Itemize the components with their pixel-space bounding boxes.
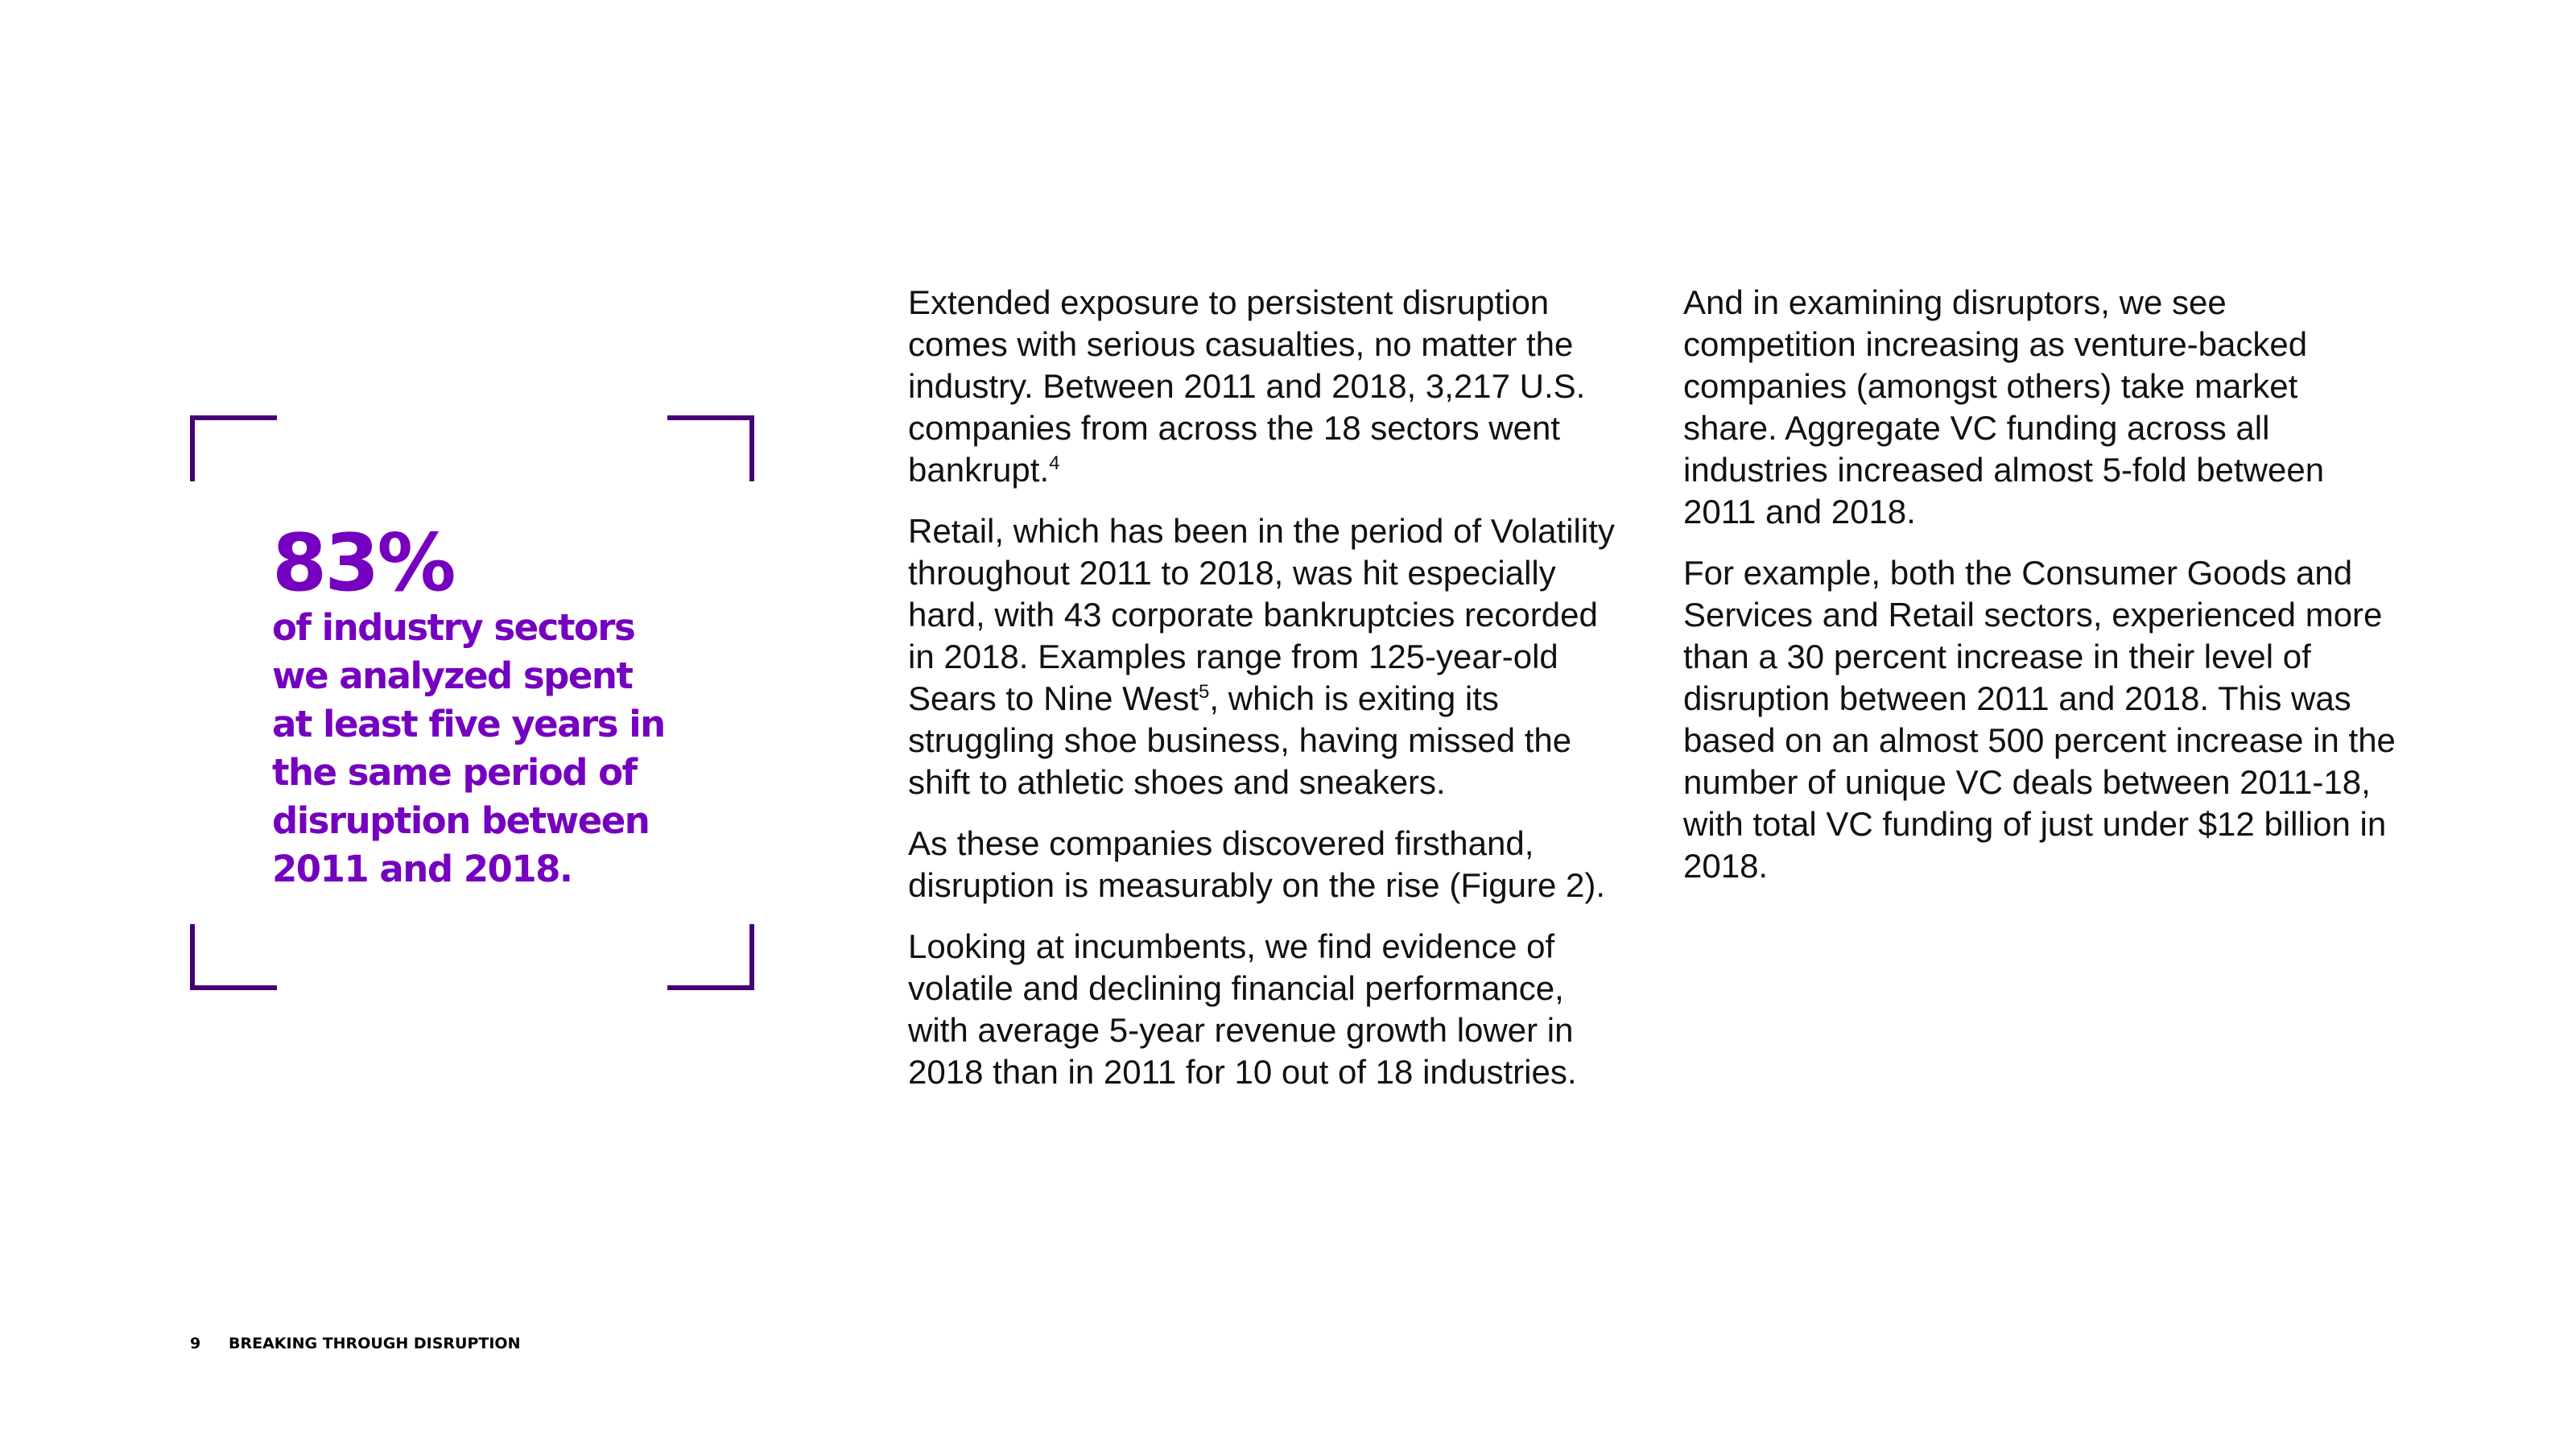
paragraph-disruption-rise: As these companies discovered firsthand, disruption is measurably on the rise (Figure 2). bbox=[908, 824, 1606, 904]
stat-description-line: at least five years in bbox=[272, 703, 665, 745]
paragraph-example: For example, both the Consumer Goods and Services and Retail sectors, experienced more than a 30 percent increase in their level of disruption between 2011 and 2018. This was based on an almost 500 percent increase in the number of unique VC deals between 2011-18, with total VC funding of just under $12 billion in 2018. bbox=[1683, 554, 2396, 885]
paragraph-text: Retail, which has been in the period of Volatility throughout 2011 to 2018, was hit especially hard, with 43 corporate bankruptcies recorded in 2018. Examples range from 125-year-old Sears to Nine West bbox=[908, 512, 1615, 717]
paragraph-incumbents: Looking at incumbents, we find evidence of volatile and declining financial performance, with average 5-year revenue growth lower in 2018 than in 2011 for 10 out of 18 industries. bbox=[908, 927, 1577, 1091]
paragraph-text: , which is exiting its struggling shoe business, having missed the shift to athletic shoes and sneakers. bbox=[908, 679, 1572, 801]
document-title: BREAKING THROUGH DISRUPTION bbox=[229, 1335, 521, 1352]
page-footer bbox=[190, 1335, 520, 1352]
paragraph-retail bbox=[908, 510, 1624, 803]
paragraph-text: Extended exposure to persistent disruption comes with serious casualties, no matter the industry. Between 2011 and 2018, 3,217 U.S. companies from across the 18 sectors went bankrupt. bbox=[908, 283, 1586, 489]
stat-description-line: 2011 and 2018. bbox=[272, 848, 572, 890]
stat-callout bbox=[272, 518, 691, 894]
body-column-right bbox=[1683, 282, 2400, 906]
callout-bracket-bottom-right bbox=[667, 924, 754, 990]
body-column-left bbox=[908, 282, 1624, 1113]
stat-description-line: disruption between bbox=[272, 799, 650, 842]
paragraph-bankruptcies bbox=[908, 282, 1624, 491]
footnote-reference-4: 4 bbox=[1049, 452, 1060, 474]
page-number: 9 bbox=[190, 1335, 201, 1352]
stat-description-line: of industry sectors bbox=[272, 606, 635, 649]
callout-bracket-top-left bbox=[190, 415, 277, 481]
callout-bracket-bottom-left bbox=[190, 924, 277, 990]
stat-description bbox=[272, 604, 691, 894]
stat-description-line: we analyzed spent bbox=[272, 654, 633, 697]
footnote-reference-5: 5 bbox=[1199, 681, 1210, 703]
paragraph-disruptors: And in examining disruptors, we see competition increasing as venture-backed companies (amongst others) take market share. Aggregate VC funding across all industries increased almost 5-fold between 2011 and 2018. bbox=[1683, 283, 2325, 530]
callout-bracket-top-right bbox=[667, 415, 754, 481]
stat-description-line: the same period of bbox=[272, 751, 637, 794]
stat-value: 83% bbox=[272, 518, 454, 609]
